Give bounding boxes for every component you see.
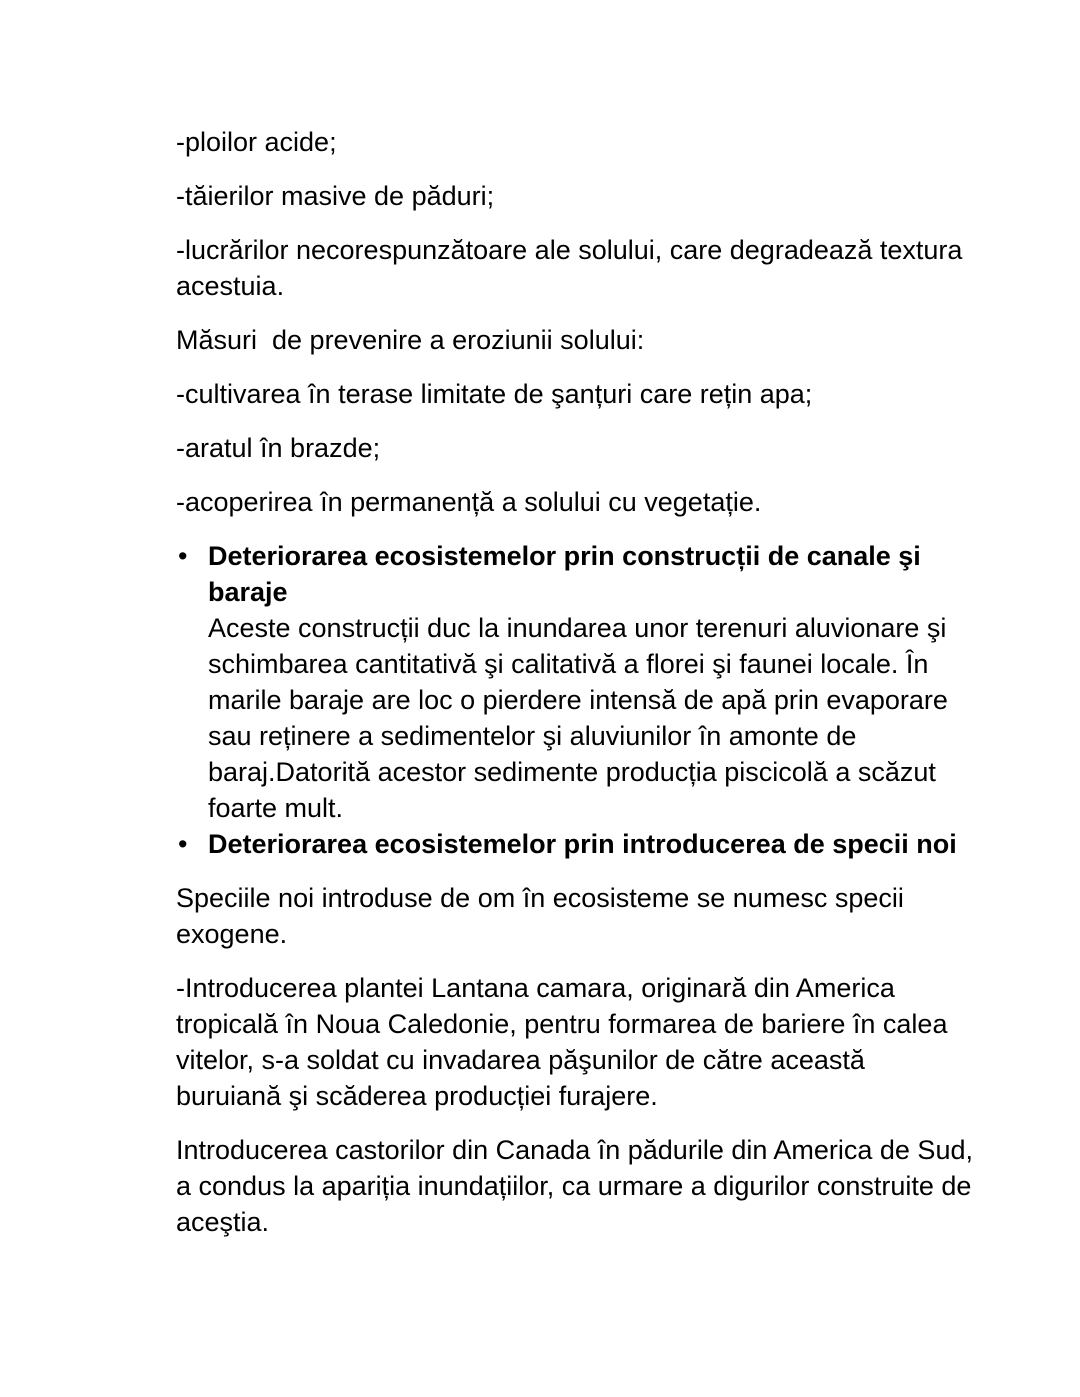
example-lantana-camara: -Introducerea plantei Lantana camara, originară din America tropicală în Noua Caledonie, pentru formarea de bariere în calea vitelor, s-a soldat cu invadarea păşunilor de către această buruiană şi scăderea producției furajere. bbox=[176, 973, 955, 1111]
document-page bbox=[176, 124, 981, 1258]
cause-acid-rain: -ploilor acide; bbox=[176, 127, 337, 157]
prevention-furrows: -aratul în brazde; bbox=[176, 433, 381, 463]
cause-deforestation: -tăierilor masive de păduri; bbox=[176, 181, 495, 211]
exogenous-species-definition: Speciile noi introduse de om în ecosisteme se numesc specii exogene. bbox=[176, 883, 912, 949]
example-beavers: Introducerea castorilor din Canada în pădurile din America de Sud, a condus la apariția inundațiilor, ca urmare a digurilor construite de aceştia. bbox=[176, 1135, 981, 1237]
bullet-item-dams bbox=[176, 538, 976, 826]
prevention-heading: Măsuri de prevenire a eroziunii solului: bbox=[176, 325, 645, 355]
bullet-dot-icon: • bbox=[178, 541, 188, 571]
prevention-terraces: -cultivarea în terase limitate de şanțuri care rețin apa; bbox=[176, 379, 813, 409]
bullet-heading-new-species: Deteriorarea ecosistemelor prin introducerea de specii noi bbox=[208, 829, 957, 859]
prevention-vegetation: -acoperirea în permanență a solului cu vegetație. bbox=[176, 487, 762, 517]
bullet-item-new-species bbox=[176, 826, 976, 862]
bullet-list bbox=[176, 538, 976, 862]
bullet-heading-dams: Deteriorarea ecosistemelor prin construcții de canale şi baraje bbox=[208, 541, 921, 607]
bullet-dot-icon: • bbox=[178, 829, 188, 859]
bullet-body-dams: Aceste construcții duc la inundarea unor terenuri aluvionare şi schimbarea cantitativă şi calitativă a florei şi faunei locale. În marile baraje are loc o pierdere intensă de apă prin evaporare sau reținere a sedimentelor şi aluviunilor în amonte de baraj.Datorită acestor sedimente producția piscicolă a scăzut foarte mult. bbox=[208, 613, 948, 823]
cause-improper-tillage: -lucrărilor necorespunzătoare ale solului, care degradează textura acestuia. bbox=[176, 235, 970, 301]
